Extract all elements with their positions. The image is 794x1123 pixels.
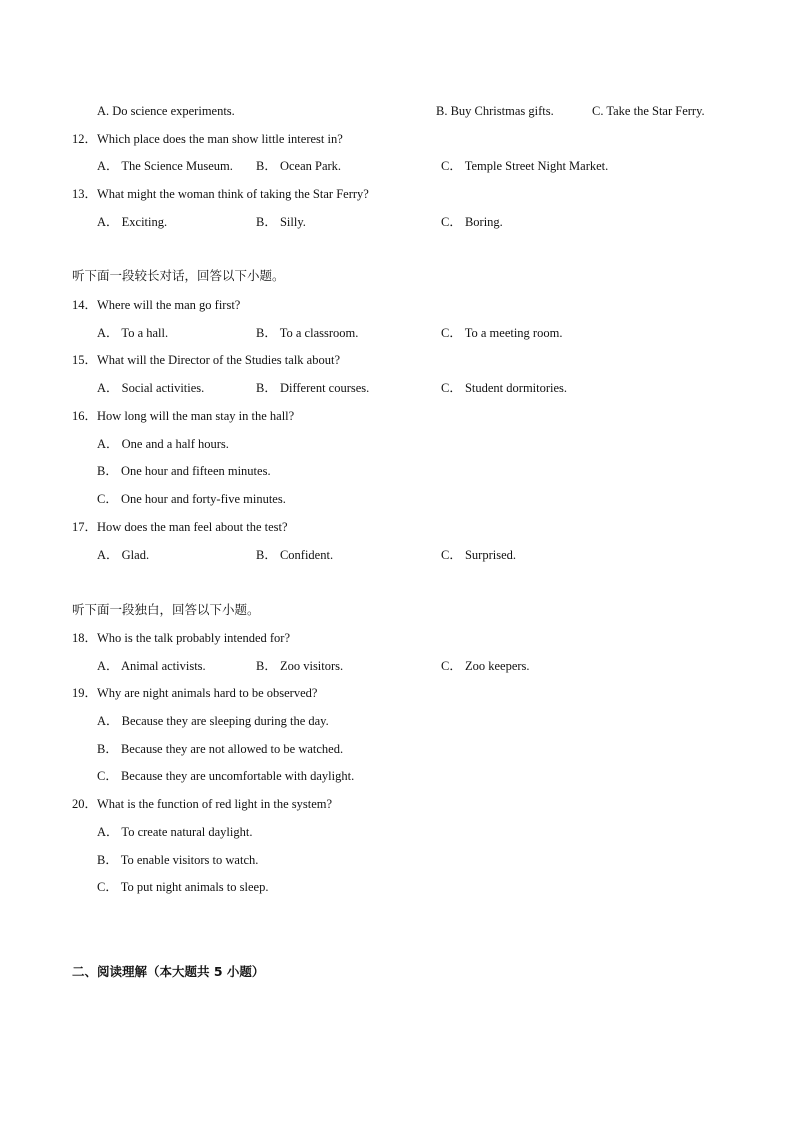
q13-option-a: A． Exciting. (97, 215, 168, 229)
section-heading-dialogue: 听下面一段较长对话，回答以下小题。 (72, 268, 285, 283)
q19-question: 19．Why are night animals hard to be observed? (72, 686, 318, 700)
q18-question: 18．Who is the talk probably intended for? (72, 631, 290, 645)
q13-option-b: B． Silly. (256, 215, 306, 229)
q12-option-b: B． Ocean Park. (256, 159, 342, 173)
q17-question: 17．How does the man feel about the test? (72, 520, 288, 534)
q19-option-b: B． Because they are not allowed to be watched. (97, 742, 344, 756)
q20-option-b: B． To enable visitors to watch. (97, 853, 259, 867)
q12-question: 12．Which place does the man show little interest in? (72, 132, 343, 146)
q11-option-a: A. Do science experiments. (97, 104, 235, 118)
q12-option-a: A． The Science Museum. (97, 159, 233, 173)
q13-option-c: C． Boring. (441, 215, 503, 229)
q12-option-c: C． Temple Street Night Market. (441, 159, 609, 173)
q19-option-a: A． Because they are sleeping during the day. (97, 714, 329, 728)
q20-question: 20．What is the function of red light in the system? (72, 797, 333, 811)
q15-question: 15．What will the Director of the Studies talk about? (72, 353, 340, 367)
q16-option-a: A． One and a half hours. (97, 437, 229, 451)
q20-option-a: A． To create natural daylight. (97, 825, 253, 839)
section-heading-reading: 二、阅读理解（本大题共 5 小题） (72, 964, 265, 979)
q17-option-b: B． Confident. (256, 548, 334, 562)
q15-option-a: A． Social activities. (97, 381, 205, 395)
q20-option-c: C． To put night animals to sleep. (97, 880, 269, 894)
q16-option-b: B． One hour and fifteen minutes. (97, 464, 271, 478)
q11-option-b: B. Buy Christmas gifts. (436, 104, 554, 118)
q18-option-c: C． Zoo keepers. (441, 659, 530, 673)
q15-option-b: B． Different courses. (256, 381, 370, 395)
q14-option-a: A． To a hall. (97, 326, 169, 340)
q16-question: 16．How long will the man stay in the hall? (72, 409, 295, 423)
q17-option-a: A． Glad. (97, 548, 150, 562)
q13-question: 13．What might the woman think of taking the Star Ferry? (72, 187, 369, 201)
q18-option-a: A． Animal activists. (97, 659, 206, 673)
q14-option-b: B． To a classroom. (256, 326, 359, 340)
q11-option-c: C. Take the Star Ferry. (592, 104, 705, 118)
q14-question: 14．Where will the man go first? (72, 298, 241, 312)
q19-option-c: C． Because they are uncomfortable with daylight. (97, 769, 355, 783)
q16-option-c: C． One hour and forty-five minutes. (97, 492, 286, 506)
q18-option-b: B． Zoo visitors. (256, 659, 344, 673)
q15-option-c: C． Student dormitories. (441, 381, 568, 395)
section-heading-monologue: 听下面一段独白，回答以下小题。 (72, 602, 260, 617)
q17-option-c: C． Surprised. (441, 548, 517, 562)
q14-option-c: C． To a meeting room. (441, 326, 563, 340)
